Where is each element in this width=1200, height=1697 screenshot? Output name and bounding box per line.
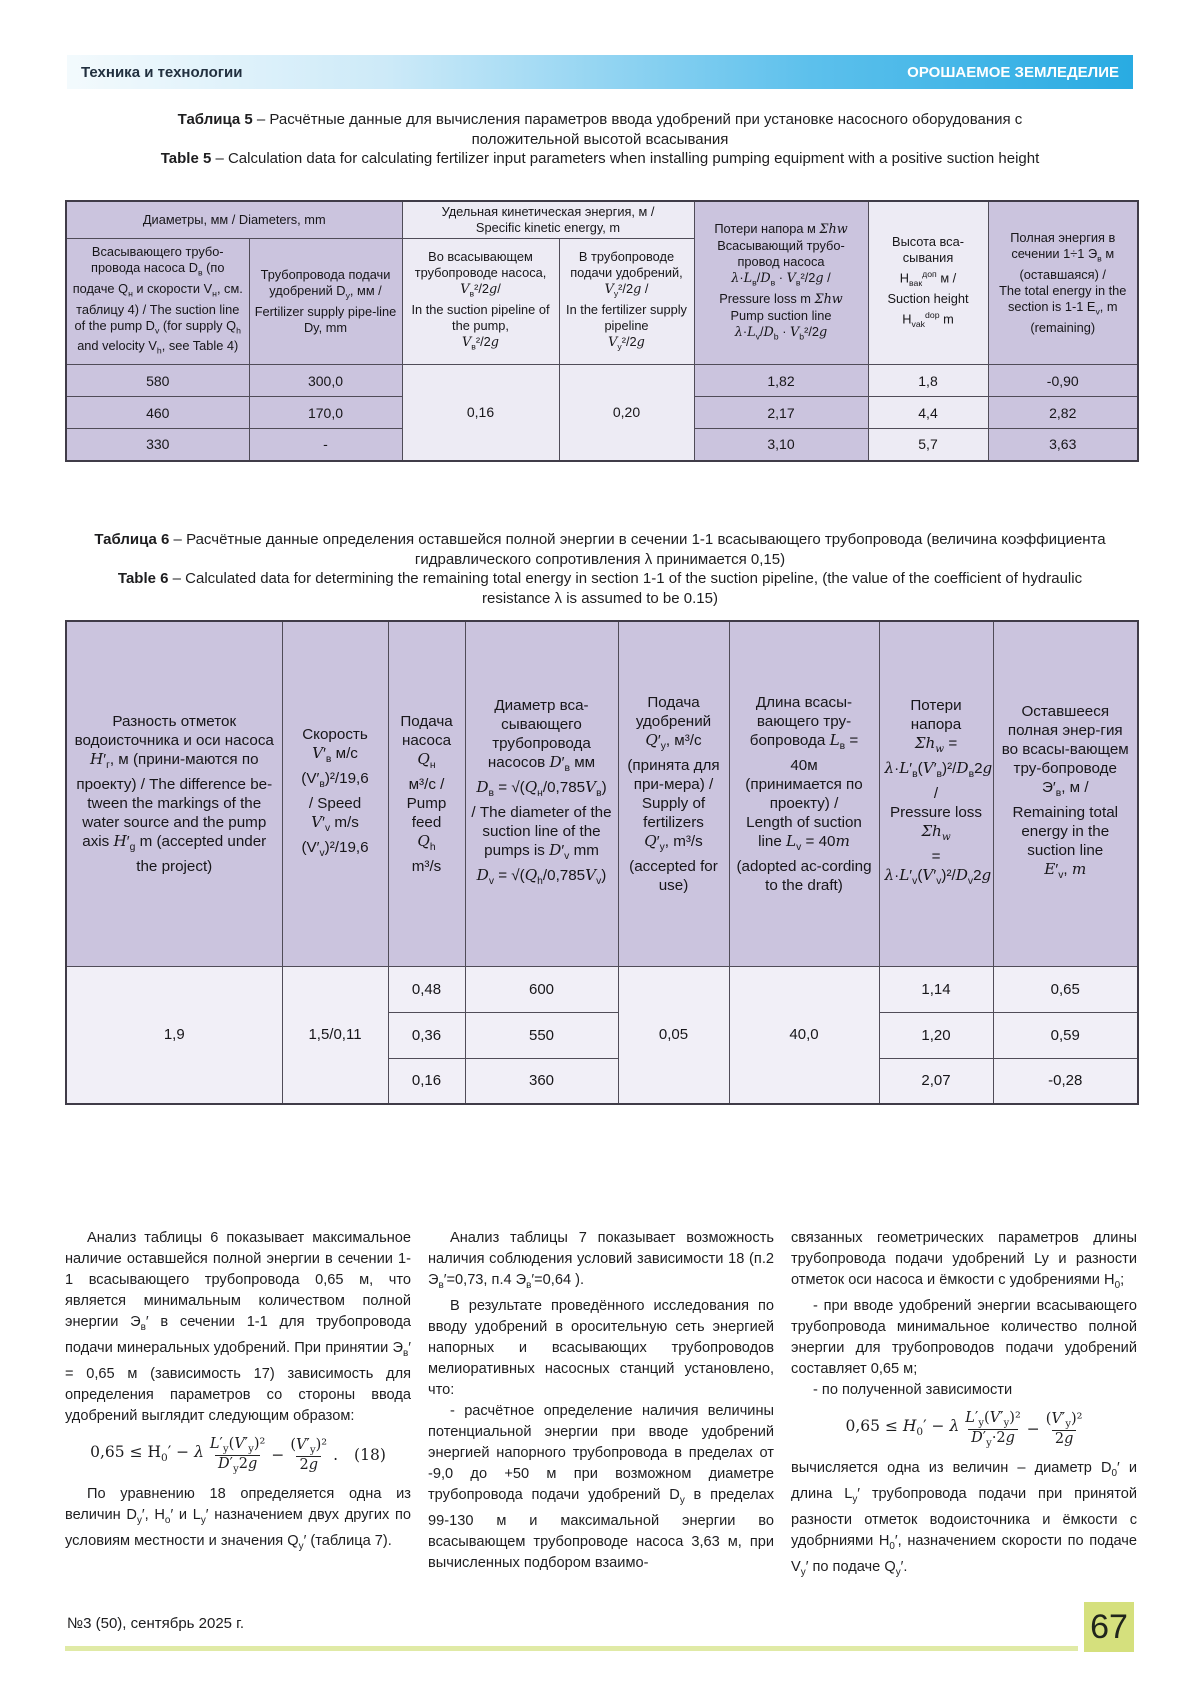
paragraph: связанных геометрических параметров длины трубопровода подачи удобрений Ly и разности отметок оси насоса и ёмкости с удобрениями $H_0$; <box>791 1230 1137 1291</box>
text-column-2 <box>428 1228 774 1583</box>
paragraph: вычисляется одна из величин – диаметр $D_0'$ и длина $L_у'$ трубопровода подачи при принятой разности отметок водоисточника и ёмкости с удобрниями $H_0'$, назначением скорости по подаче $V_у'$ по подаче $Q_у'$. <box>791 1460 1138 1578</box>
paragraph: По уравнению 18 определяется одна из величин $D_у'$, $H_о'$ и $L_у'$ назначением двух других по условиям местности и значения $Q_у'$ (таблица 7). <box>65 1486 412 1553</box>
t6-cell-speed: 1,5/0,11 <box>282 966 388 1104</box>
t6-header-remaining-energy: Оставшееся полная энер-гия во всасы-вающем тру-бопроводе $Э'_в$, м / Remaining total energy in the suction line $E'_v$, m <box>993 621 1138 966</box>
t5-cell: 580 <box>66 365 249 397</box>
t6-cell: -0,28 <box>993 1058 1138 1104</box>
t6-header-pump-feed: Подача насоса $Q_н$ м³/с / Pump feed $Q_h$ m³/s <box>388 621 465 966</box>
eq-fraction: $\frac{(V'_у)^2}{2g}$ <box>290 1437 328 1474</box>
eq-lhs: $0,65 \le H_0' - \lambda$ <box>90 1442 204 1465</box>
table-row <box>66 966 1138 1012</box>
t6-cell-fertilizer-supply: 0,05 <box>618 966 729 1104</box>
table5-label-en: Table 5 <box>160 150 212 167</box>
t6-cell: 600 <box>465 966 618 1012</box>
t5-cell: 460 <box>66 397 249 429</box>
t5-group-kinetic: Удельная кинетическая энергия, м / Specific kinetic energy, m <box>402 201 694 239</box>
body-text <box>65 1228 1137 1583</box>
equation-number: (18) <box>354 1446 386 1465</box>
t6-cell: 360 <box>465 1058 618 1104</box>
t5-header-suction-diameter: Всасывающего трубо-провода насоса $D_в$ (по подаче $Q_н$ и скорости $V_н$, см. таблицу 4) / The suction line of the pump $D_v$ (for supply $Q_h$ and velocity $V_h$, see Table 4) <box>66 239 249 365</box>
t6-cell: 0,48 <box>388 966 465 1012</box>
t6-cell-elevation: 1,9 <box>66 966 282 1104</box>
table6-header-row <box>66 621 1138 966</box>
t5-cell: 2,82 <box>988 397 1138 429</box>
t6-cell-length: 40,0 <box>729 966 879 1104</box>
eq-fraction: $\frac{L'_у(V'_у)^2}{D'_у2g}$ <box>209 1435 266 1475</box>
t5-cell: 4,4 <box>868 397 988 429</box>
table6-caption <box>82 530 1118 608</box>
t5-cell: 1,8 <box>868 365 988 397</box>
t5-cell: 2,17 <box>694 397 868 429</box>
paragraph: В результате проведённого исследования по вводу удобрений в оросительную сеть энергией напорных и всасывающих трубопроводов мелиоративных насосных станций установлено, что: <box>428 1297 774 1398</box>
t6-cell: 0,59 <box>993 1012 1138 1058</box>
t6-header-fertilizer-supply: Подача удобрений $Q'_у$, м³/с (принята для при-мера) / Supply of fertilizers $Q'_y$, m³/s (accepted for use) <box>618 621 729 966</box>
table6-label-ru: Таблица 6 <box>94 531 170 548</box>
t5-cell: 3,63 <box>988 429 1138 461</box>
page-number: 67 <box>1084 1602 1134 1652</box>
eq-lhs: $0,65 \le H_0' - \lambda$ <box>845 1417 960 1439</box>
footer-divider <box>65 1646 1078 1651</box>
t5-group-diameters: Диаметры, мм / Diameters, mm <box>66 201 402 239</box>
text-column-1 <box>65 1228 411 1583</box>
t6-header-pressure-loss: Потери напора $\Sigma h_w$ = $\lambda\cdot L'_в(V'_в)^2/D_в2g$ / Pressure loss $\Sigma h_w$ = $\lambda\cdot L'_v(V'_v)^2/D_v2g$ <box>879 621 993 966</box>
table6-label-en: Table 6 <box>117 570 169 587</box>
text-column-3 <box>791 1228 1137 1583</box>
eq-fraction: $\frac{L'_у(V'_у)^2}{D'_у\cdot 2g}$ <box>965 1409 1021 1450</box>
t5-cell: - <box>249 429 402 461</box>
t5-cell: 330 <box>66 429 249 461</box>
paragraph: Анализ таблицы 6 показывает максимальное наличие оставшейся полной энергии в сечении 1-1 всасывающего трубопровода 0,65 м, что является минимальным количеством полной энергии $Э_в'$ в сечении 1-1 для трубопровода подачи минеральных удобрений. При принятии $Э_в' = 0,65$ м (зависимость 17) зависимость для определения параметров со стороны ввода удобрений выглядит следующим образом: <box>65 1230 411 1424</box>
t6-header-elevation-difference: Разность отметок водоисточника и оси насоса $H'_г$, м (прини-маются по проекту) / The difference be-tween the markings of the water source and the pump axis $H'_g$ m (accepted under the project) <box>66 621 282 966</box>
paragraph: Анализ таблицы 7 показывает возможность наличия соблюдения условий зависимости 18 (п.2 $Э_в'=0,73$, п.4 $Э_в'=0,64$ ). <box>428 1230 774 1291</box>
t6-header-suction-length: Длина всасы-вающего тру-бопровода $L_в = 40м$ (принимается по проекту) / Length of suction line $L_v = 40m$ (adopted ac-cording to the draft) <box>729 621 879 966</box>
paragraph: - при вводе удобрений энергии всасывающего трубопровода минимальное количество полной энергии для трубопроводов подачи удобрений составляет 0,65 м; <box>791 1297 1137 1377</box>
t5-cell: 170,0 <box>249 397 402 429</box>
t6-cell: 1,14 <box>879 966 993 1012</box>
t5-cell: 300,0 <box>249 365 402 397</box>
t6-cell: 2,07 <box>879 1058 993 1104</box>
table5 <box>65 200 1139 462</box>
t6-cell: 0,36 <box>388 1012 465 1058</box>
table5-caption <box>150 110 1050 169</box>
table5-caption-ru: Таблица 5 – Расчётные данные для вычисления параметров ввода удобрений при установке насосного оборудования с положительной высотой всасывания <box>177 111 1023 148</box>
t6-cell: 550 <box>465 1012 618 1058</box>
table5-label-ru: Таблица 5 <box>177 111 253 128</box>
eq-minus: − <box>1026 1420 1040 1439</box>
section-title: Техника и технологии <box>81 63 243 81</box>
eq-tail: . <box>333 1446 339 1465</box>
t5-cell: 1,82 <box>694 365 868 397</box>
table6 <box>65 620 1139 1105</box>
paragraph: - расчётное определение наличия величины потенциальной энергии при вводе удобрений энергией напорного трубопровода в пределах от -9,0 до +50 м при возможном диаметре трубопровода подачи удобрений $D_у$ в пределах 99-130 м и максимальной энергии во всасывающем трубопроводе насоса 3,63 м, при вычисленных подбором взаимо- <box>428 1402 774 1571</box>
t5-cell: 3,10 <box>694 429 868 461</box>
eq-fraction: $\frac{(V'_у)^2}{2g}$ <box>1045 1411 1083 1448</box>
table6-caption-en: Table 6 – Calculated data for determining the remaining total energy in section 1-1 of the suction pipeline, (the value of the coefficient of hydraulic resistance λ is assumed to be 0.15) <box>117 570 1083 607</box>
t6-cell: 0,65 <box>993 966 1138 1012</box>
paragraph: - по полученной зависимости <box>813 1381 1013 1398</box>
t5-cell-kinetic-fertilizer: 0,20 <box>559 365 694 461</box>
t5-header-kinetic-suction: Во всасывающем трубопроводе насоса, $V_в^2/2g/$ In the suction pipeline of the pump, $V_в^2/2g$ <box>402 239 559 365</box>
table6-caption-ru: Таблица 6 – Расчётные данные определения оставшейся полной энергии в сечении 1-1 всасывающего трубопровода (величина коэффициента гидравлического сопротивления λ принимается 0,15) <box>94 531 1106 568</box>
t6-cell: 1,20 <box>879 1012 993 1058</box>
t5-header-kinetic-fertilizer: В трубопроводе подачи удобрений, $V_у^2/2g$ / In the fertilizer supply pipeline $V_у^2/2g$ <box>559 239 694 365</box>
t6-cell: 0,16 <box>388 1058 465 1104</box>
t6-header-speed: Скорость $V'_в$ м/с $(V'_в)^2/19,6$ / Speed $V'_v$ m/s $(V'_v)^2/19,6$ <box>282 621 388 966</box>
t5-header-suction-height: Высота вса-сывания $H_{вак}^{доп}$ м / Suction height $H_{vak}^{dop}$ m <box>868 201 988 365</box>
table-row <box>66 365 1138 397</box>
t5-cell: -0,90 <box>988 365 1138 397</box>
t5-cell-kinetic-suction: 0,16 <box>402 365 559 461</box>
equation-repeat <box>791 1410 1137 1449</box>
table5-caption-en: Table 5 – Calculation data for calculating fertilizer input parameters when installing pumping equipment with a positive suction height <box>160 150 1040 167</box>
table5-group-header-row <box>66 201 1138 239</box>
t5-header-fertilizer-diameter: Трубопровода подачи удобрений $D_у$, мм / Fertilizer supply pipe-line Dy, mm <box>249 239 402 365</box>
equation-18 <box>65 1436 411 1475</box>
t5-header-pressure-loss: Потери напора м Σhw Всасывающий трубо-провод насоса $\lambda\cdot L_в/D_в \cdot V_в^2/2g$ / Pressure loss m Σhw Pump suction line $\lambda\cdot L_v/D_b \cdot V_b^2/2g$ <box>694 201 868 365</box>
eq-minus: − <box>271 1446 285 1465</box>
header-bar <box>67 55 1133 89</box>
issue-info: №3 (50), сентябрь 2025 г. <box>67 1615 244 1632</box>
t6-header-suction-diameter: Диаметр вса-сывающего трубопровода насосов $D'_в$ мм $D_в = √(Q_н/0,785V_в)$ / The diameter of the suction line of the pumps is $D'_v$ mm $D_v = √(Q_h/0,785V_v)$ <box>465 621 618 966</box>
t5-cell: 5,7 <box>868 429 988 461</box>
journal-title: ОРОШАЕМОЕ ЗЕМЛЕДЕЛИЕ <box>907 63 1119 81</box>
t5-header-total-energy: Полная энергия в сечении 1÷1 $Э_в$ м (оставшаяся) / The total energy in the section is 1-1 $E_v$, m (remaining) <box>988 201 1138 365</box>
